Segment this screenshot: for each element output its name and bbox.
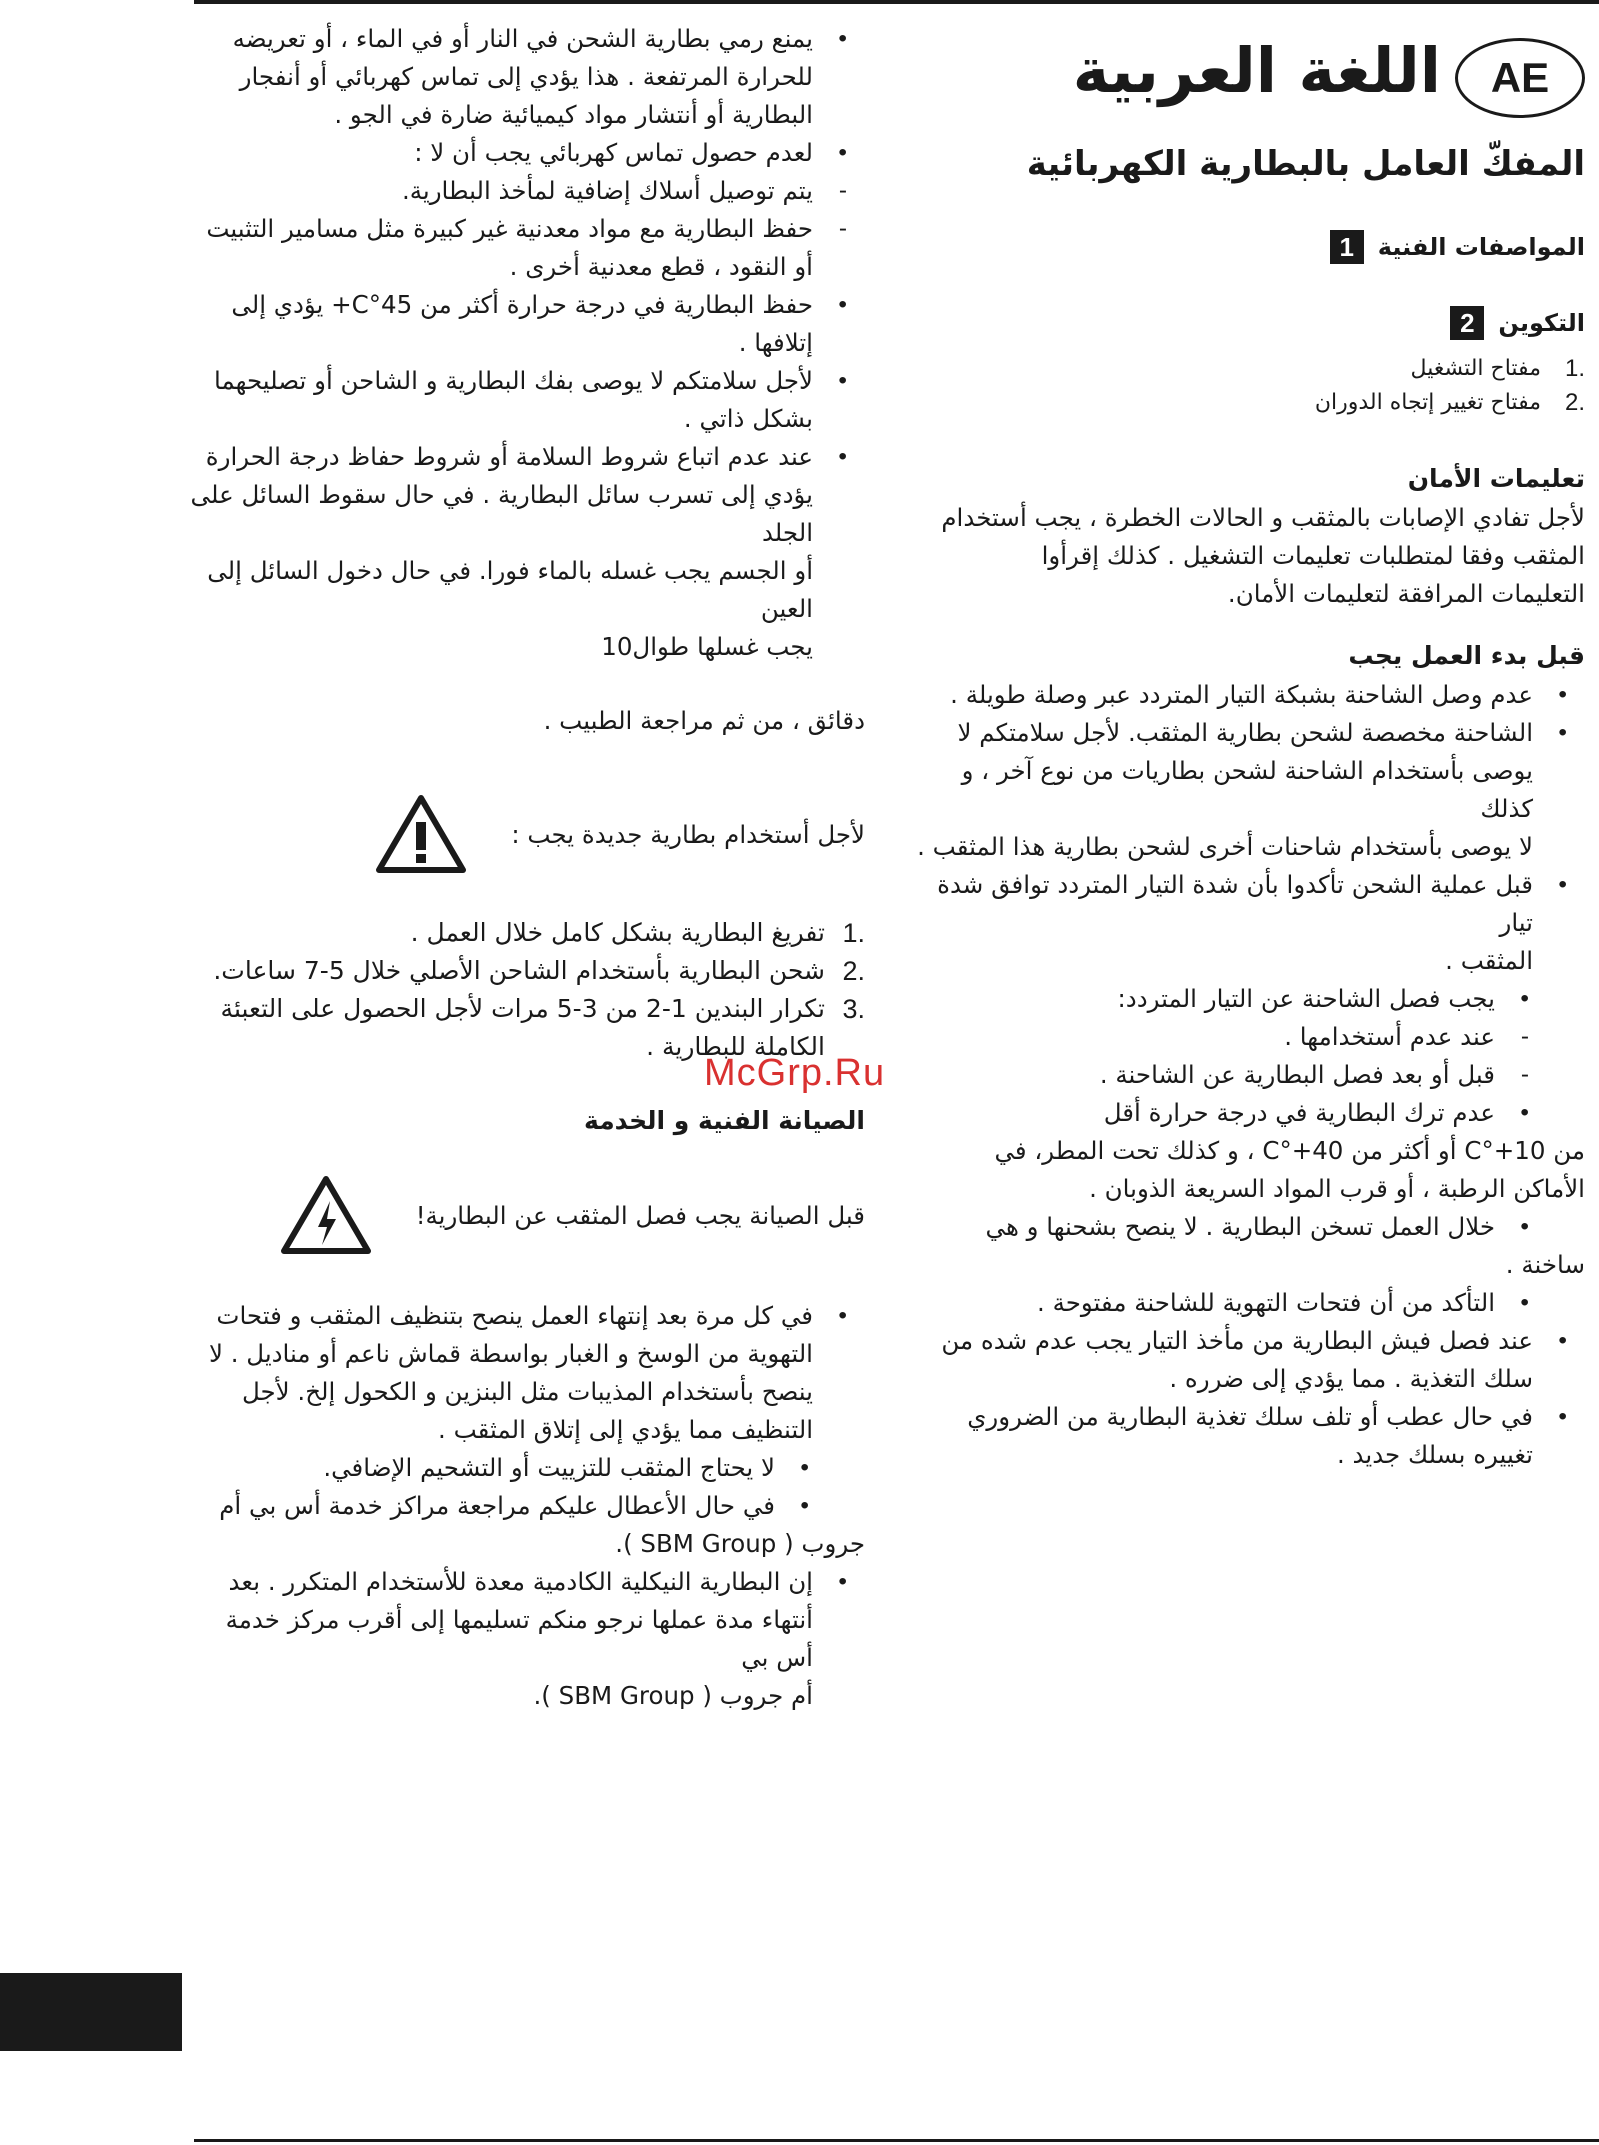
list-item-text: أم جروب ( SBM Group ). — [533, 1681, 813, 1710]
bullet-marker: - — [838, 215, 847, 242]
language-header — [905, 30, 1585, 130]
list-item — [905, 1284, 1585, 1322]
list-item-text: إتلافها . — [738, 328, 813, 357]
list-item — [905, 1094, 1585, 1132]
language-code-badge: AE — [1455, 38, 1585, 118]
bullet-marker: • — [1558, 681, 1567, 708]
list-item-text: يوصى بأستخدام الشاحنة لشحن بطاريات من نوع آخر ، و كذلك — [961, 756, 1533, 823]
list-item — [190, 172, 865, 210]
spec-heading — [905, 230, 1585, 264]
left-column — [190, 20, 865, 1715]
bullet-marker: • — [838, 139, 847, 166]
figure-number-badge: 1 — [1330, 230, 1364, 264]
step-text: تكرار البندين 1-2 من 3-5 مرات لأجل الحصول على التعبئة — [220, 994, 825, 1023]
electric-shock-triangle-icon — [280, 1175, 372, 1255]
list-item-text: بشكل ذاتي . — [683, 404, 813, 433]
maintenance-list — [190, 1297, 865, 1715]
bullet-marker: • — [800, 1492, 809, 1519]
bullet-marker: • — [1558, 719, 1567, 746]
list-item: 1. مفتاح التشغيل — [1410, 355, 1585, 382]
step-item — [190, 952, 865, 990]
spec-label: المواصفات الفنية — [1377, 233, 1585, 261]
step-text: شحن البطارية بأستخدام الشاحن الأصلي خلال 5-7 ساعات. — [213, 956, 825, 985]
list-item-text: الشاحنة مخصصة لشحن بطارية المثقب. لأجل سلامتكم لا — [957, 718, 1533, 747]
list-item — [905, 1398, 1585, 1474]
list-item — [905, 714, 1585, 866]
list-item — [905, 1018, 1585, 1056]
list-item-text: في كل مرة بعد إنتهاء العمل ينصح بتنظيف المثقب و فتحات — [216, 1301, 813, 1330]
bullet-marker: • — [1520, 985, 1529, 1012]
new-battery-warning — [190, 794, 865, 874]
list-item-text: من 10+°C أو أكثر من 40+°C ، و كذلك تحت المطر، في — [994, 1136, 1585, 1165]
list-item — [190, 286, 865, 362]
list-item — [190, 1297, 865, 1449]
step-item — [190, 914, 865, 952]
list-item — [905, 980, 1585, 1018]
list-item-text: في حال الأعطال عليكم مراجعة مراكز خدمة أس بي أم — [219, 1491, 775, 1520]
before-work-list — [905, 676, 1585, 1474]
page-tab-marker — [0, 1973, 182, 2051]
list-item-text: أو النقود ، قطع معدنية أخرى . — [509, 252, 813, 281]
new-battery-warning-text: لأجل أستخدام بطارية جديدة يجب : — [511, 819, 865, 849]
list-item-text: لعدم حصول تماس كهربائي يجب أن لا : — [414, 138, 813, 167]
list-item — [190, 20, 865, 134]
list-item-text: المثقب . — [1445, 946, 1533, 975]
list-item-text: الأماكن الرطبة ، أو قرب المواد السريعة الذوبان . — [1089, 1174, 1585, 1203]
config-list — [905, 352, 1585, 420]
bullet-marker: • — [838, 291, 847, 318]
list-item — [190, 438, 865, 666]
battery-warnings-list — [190, 20, 865, 666]
figure-number-badge: 2 — [1450, 306, 1484, 340]
list-item-text: التهوية من الوسخ و الغبار بواسطة قماش ناعم أو مناديل . لا — [208, 1339, 813, 1368]
list-item-text: عدم ترك البطارية في درجة حرارة أقل — [1103, 1098, 1495, 1127]
top-rule — [194, 0, 1599, 4]
list-item — [190, 1563, 865, 1715]
bullet-marker: • — [1558, 871, 1567, 898]
list-item-text: يمنع رمي بطارية الشحن في النار أو في الماء ، أو تعريضه — [232, 24, 813, 53]
list-item — [190, 362, 865, 438]
before-work-heading: قبل بدء العمل يجب — [1348, 641, 1585, 670]
language-title: اللغة العربية — [1072, 34, 1441, 107]
list-item-text: لأجل سلامتكم لا يوصى بفك البطارية و الشاحن أو تصليحهما — [214, 366, 813, 395]
bullet-marker: • — [800, 1454, 809, 1481]
page-title: المفكّ العامل بالبطارية الكهربائية — [1026, 144, 1585, 184]
bottom-rule — [194, 2139, 1599, 2142]
step-text: تفريغ البطارية بشكل كامل خلال العمل . — [410, 918, 825, 947]
list-item — [190, 210, 865, 286]
list-item-text: لا يحتاج المثقب للتزييت أو التشحيم الإضافي. — [323, 1453, 775, 1482]
bullet-marker: • — [838, 443, 847, 470]
safety-heading: تعليمات الأمان — [1407, 464, 1585, 493]
bullet-marker: - — [1520, 1061, 1529, 1088]
list-item — [190, 1525, 865, 1563]
config-label: التكوين — [1498, 309, 1585, 337]
list-item: 2. مفتاح تغيير إتجاه الدوران — [1314, 389, 1585, 416]
list-item-text: أنتهاء مدة عملها نرجو منكم تسليمها إلى أقرب مركز خدمة أس بي — [225, 1605, 813, 1672]
list-item-text: خلال العمل تسخن البطارية . لا ينصح بشحنها و هي — [985, 1212, 1495, 1241]
list-item-text: حفظ البطارية في درجة حرارة أكثر من 45°C+ يؤدي إلى — [231, 290, 813, 319]
new-battery-steps — [190, 914, 865, 1066]
list-item-text: حفظ البطارية مع مواد معدنية غير كبيرة مثل مسامير التثبيت — [206, 214, 813, 243]
list-item-text: في حال عطب أو تلف سلك تغذية البطارية من الضروري — [967, 1402, 1533, 1431]
list-item-text: يجب فصل الشاحنة عن التيار المتردد: — [1117, 984, 1495, 1013]
bullet-marker: • — [838, 1568, 847, 1595]
list-item-text: عند عدم اتباع شروط السلامة أو شروط حفاظ درجة الحرارة — [205, 442, 813, 471]
list-item-text: إن البطارية النيكلية الكادمية معدة للأستخدام المتكرر . بعد — [228, 1567, 813, 1596]
step-number: 2. — [842, 956, 865, 986]
step-number: 1. — [842, 918, 865, 948]
config-heading — [905, 306, 1585, 340]
bullet-marker: - — [838, 177, 847, 204]
maintenance-heading: الصيانة الفنية و الخدمة — [584, 1106, 865, 1135]
bullet-marker: • — [1558, 1403, 1567, 1430]
list-item — [190, 134, 865, 172]
safety-paragraph: لأجل تفادي الإصابات بالمثقب و الحالات الخطرة ، يجب أستخدام المثقب وفقا لمتطلبات تعليمات التشغيل . كذلك إقرأوا التعليمات المرافقة لتعليمات الأمان. — [941, 503, 1585, 608]
bullet-marker: • — [1520, 1289, 1529, 1316]
bullet-marker: • — [1520, 1213, 1529, 1240]
list-item — [905, 1208, 1585, 1246]
list-item-text: يتم توصيل أسلاك إضافية لمأخذ البطارية. — [401, 176, 813, 205]
list-item-text: التأكد من أن فتحات التهوية للشاحنة مفتوحة . — [1037, 1288, 1495, 1317]
list-item — [905, 1056, 1585, 1094]
list-item — [190, 1487, 865, 1525]
list-item — [905, 1246, 1585, 1284]
list-item — [905, 676, 1585, 714]
list-item-text: للحرارة المرتفعة . هذا يؤدي إلى تماس كهربائي أو أنفجار — [239, 62, 813, 91]
right-column — [905, 30, 1585, 1474]
list-item-text: لا يوصى بأستخدام شاحنات أخرى لشحن بطارية هذا المثقب . — [917, 832, 1533, 861]
step-number: 3. — [842, 994, 865, 1024]
watermark: McGrp.Ru — [704, 1052, 886, 1094]
list-item-text: سلك التغذية . مما يؤدي إلى ضرره . — [1169, 1364, 1533, 1393]
list-item-text: يؤدي إلى تسرب سائل البطارية . في حال سقوط السائل على الجلد — [190, 480, 813, 547]
list-item-text: قبل أو بعد فصل البطارية عن الشاحنة . — [1099, 1060, 1495, 1089]
list-item — [905, 866, 1585, 980]
list-item-text: عند فصل فيش البطارية من مأخذ التيار يجب عدم شده من — [941, 1326, 1533, 1355]
list-item-text: ينصح بأستخدام المذيبات مثل البنزين و الكحول إلخ. لأجل — [241, 1377, 813, 1406]
list-item-text: جروب ( SBM Group ). — [615, 1529, 865, 1558]
list-item-text: تغييره بسلك جديد . — [1336, 1440, 1533, 1469]
maintenance-warning — [190, 1175, 865, 1255]
bullet-marker: • — [1558, 1327, 1567, 1354]
list-item — [905, 1132, 1585, 1208]
list-item-text: ساخنة . — [1505, 1250, 1585, 1279]
list-item-text: عند عدم أستخدامها . — [1284, 1022, 1495, 1051]
list-item — [190, 1449, 865, 1487]
bullet-marker: • — [838, 1302, 847, 1329]
bullet-marker: • — [1520, 1099, 1529, 1126]
list-item-text: البطارية أو أنتشار مواد كيميائية ضارة في الجو . — [334, 100, 813, 129]
list-item — [905, 1322, 1585, 1398]
list-item-text: أو الجسم يجب غسله بالماء فورا. في حال دخول السائل إلى العين — [207, 556, 813, 623]
list-item-text: قبل عملية الشحن تأكدوا بأن شدة التيار المتردد توافق شدة تيار — [937, 870, 1533, 937]
list-item-text: عدم وصل الشاحنة بشبكة التيار المتردد عبر وصلة طويلة . — [950, 680, 1533, 709]
bullet-marker: - — [1520, 1023, 1529, 1050]
list-item-text: التنظيف مما يؤدي إلى إتلاق المثقب . — [438, 1415, 813, 1444]
list-item-text: يجب غسلها طوال10 — [601, 632, 813, 661]
bullet-marker: • — [838, 367, 847, 394]
exclamation-triangle-icon — [375, 794, 467, 874]
maintenance-warning-text: قبل الصيانة يجب فصل المثقب عن البطارية! — [415, 1200, 865, 1230]
step-text: الكاملة للبطارية . — [646, 1032, 825, 1061]
bullet-marker: • — [838, 25, 847, 52]
battery-tail: دقائق ، من ثم مراجعة الطبيب . — [543, 706, 865, 735]
